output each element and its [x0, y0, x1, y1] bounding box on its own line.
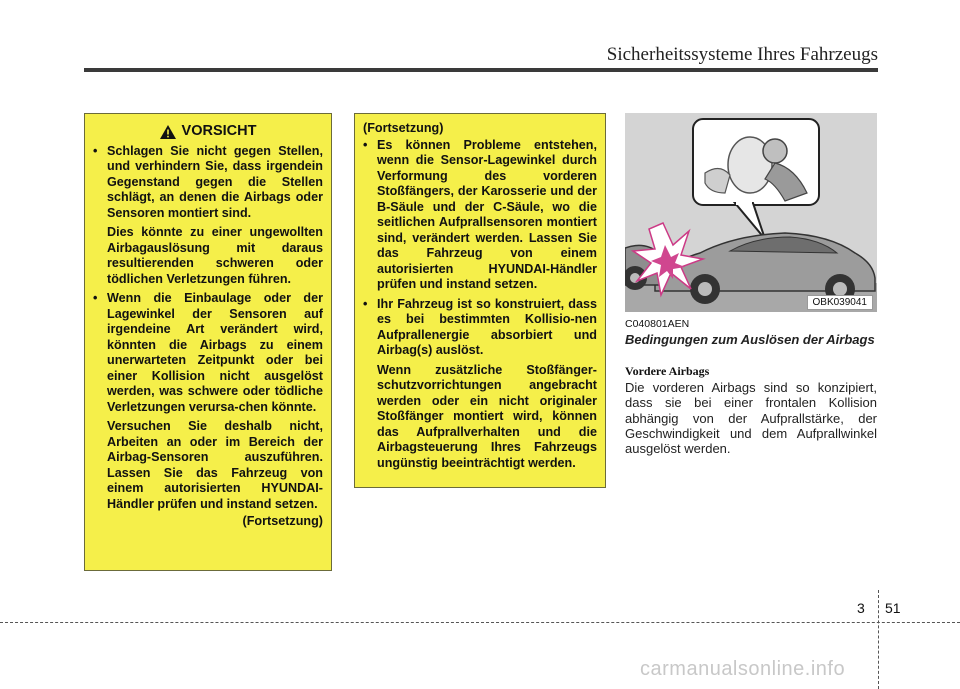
- page-number-divider: [878, 590, 879, 689]
- section-subheading: Vordere Airbags: [625, 364, 710, 378]
- continued-item-2: • Ihr Fahrzeug ist so konstruiert, dass es bei bestimmten Kollisio-nen Aufprallenergie absorbiert und Airbag(s) auslöst.: [363, 297, 597, 359]
- header-rule: [84, 68, 878, 72]
- continued-label: (Fortsetzung): [363, 121, 444, 135]
- airbag-illustration: [625, 113, 877, 312]
- caution-title-text: VORSICHT: [181, 123, 257, 139]
- caution-item-1: • Schlagen Sie nicht gegen Stellen, und verhindern Sie, dass irgendein Gegenstand gegen die Stellen schlägt, an denen die Airbags oder Sensoren montiert sind.: [93, 144, 323, 222]
- footer-rule: [0, 622, 960, 623]
- page-header-title: Sicherheitssysteme Ihres Fahrzeugs: [606, 44, 878, 65]
- chapter-number: 3: [857, 600, 865, 616]
- collision-illustration: [625, 113, 877, 312]
- section-heading: Bedingungen zum Auslösen der Airbags: [625, 332, 875, 347]
- continued-item-2-followup: Wenn zusätzliche Stoßfänger-schutzvorrichtungen angebracht werden oder ein nicht originaler Stoßfänger montiert wird, können das Aufprallverhalten und die Airbagsteuerung Ihres Fahrzeugs ungünstig beeinträchtigt werden.: [377, 362, 597, 470]
- caution-title: [93, 124, 323, 140]
- section-code: C040801AEN: [625, 318, 690, 330]
- figure-label: OBK039041: [807, 295, 874, 310]
- caution-item-2: • Wenn die Einbaulage oder der Lagewinkel der Sensoren auf irgendeine Art verändert wird, könnten die Airbags zu einem unerwarteten Zeitpunkt oder bei einer Kollision nicht ausgelöst werden, was schwere oder tödliche Verletzungen verursa-chen könnte.: [93, 291, 323, 415]
- caution-item-2-followup: Versuchen Sie deshalb nicht, Arbeiten an oder im Bereich der Airbag-Sensoren auszuführen. Lassen Sie das Fahrzeug von einem autorisierten HYUNDAI-Händler prüfen und instand setzen.: [107, 419, 323, 511]
- watermark: carmanualsonline.info: [640, 658, 846, 680]
- warning-icon: [160, 125, 176, 139]
- continued-caution-box: [354, 113, 606, 488]
- caution-continued: (Fortsetzung): [242, 514, 323, 528]
- continued-item-1: • Es können Probleme entstehen, wenn die Sensor-Lagewinkel durch Verformung des vorderen Stoßfängers, der Karosserie und der B-Säule und der C-Säule, wo die seitlichen Aufprallsensoren montiert sind, verändert werden. Lassen Sie das Fahrzeug von einem autorisierten HYUNDAI-Händler prüfen und instand setzen.: [363, 138, 597, 293]
- caution-box: [84, 113, 332, 571]
- page-number: 51: [885, 600, 901, 616]
- caution-item-1-followup: Dies könnte zu einer ungewollten Airbagauslösung mit daraus resultierenden schweren oder tödlichen Verletzungen führen.: [107, 225, 323, 286]
- section-body: Die vorderen Airbags sind so konzipiert, dass sie bei einer frontalen Kollision abhängig von der Aufprallstärke, der Geschwindigkeit und dem Aufprallwinkel ausgelöst werden.: [625, 380, 877, 457]
